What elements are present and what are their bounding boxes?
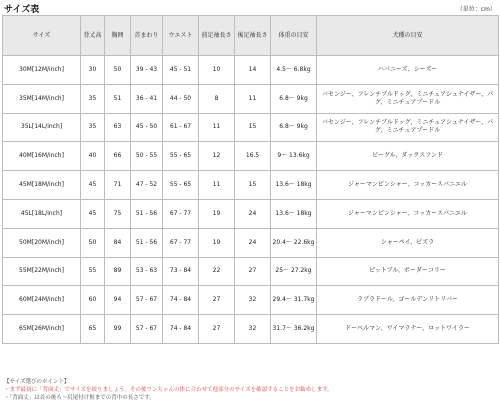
rear-leg-cell: 24 — [235, 228, 271, 257]
breed-cell: ビーグル、ダックスフンド — [317, 142, 499, 171]
neck-cell: 53 - 63 — [131, 257, 163, 286]
breed-cell: ジャーマンピンシャー、コッカースパニエル — [317, 199, 499, 228]
size-cell: 35L[14L/inch] — [3, 113, 81, 142]
back-cell: 45 — [81, 171, 105, 200]
front-leg-cell: 19 — [199, 228, 235, 257]
back-cell: 30 — [81, 56, 105, 85]
rear-leg-cell: 15 — [235, 113, 271, 142]
weight-cell: 9〜 13.6kg — [271, 142, 317, 171]
waist-cell: 45 - 51 — [163, 56, 199, 85]
table-row — [3, 56, 499, 85]
size-notes — [4, 378, 333, 402]
table-row — [3, 84, 499, 113]
back-cell: 50 — [81, 228, 105, 257]
breed-cell: ジャーマンピンシャー、コッカースパニエル — [317, 171, 499, 200]
rear-leg-cell: 32 — [235, 315, 271, 344]
size-table — [2, 15, 499, 344]
neck-cell: 51 - 56 — [131, 199, 163, 228]
breed-cell: ラブラドール、ゴールデンリトリバー — [317, 286, 499, 315]
header-chest: 胸囲 — [105, 16, 131, 56]
size-cell: 35M[14M/inch] — [3, 84, 81, 113]
front-leg-cell: 11 — [199, 171, 235, 200]
front-leg-cell: 10 — [199, 56, 235, 85]
header-front-leg: 前足袖長さ — [199, 16, 235, 56]
size-cell: 30M[12M/inch] — [3, 56, 81, 85]
waist-cell: 74 - 84 — [163, 286, 199, 315]
table-row — [3, 113, 499, 142]
waist-cell: 73 - 84 — [163, 257, 199, 286]
waist-cell: 67 - 77 — [163, 228, 199, 257]
chest-cell: 63 — [105, 113, 131, 142]
rear-leg-cell: 24 — [235, 199, 271, 228]
header-size: サイズ — [3, 16, 81, 56]
header-weight: 体重の目安 — [271, 16, 317, 56]
chest-cell: 99 — [105, 315, 131, 344]
header-row — [3, 16, 499, 56]
neck-cell: 45 - 50 — [131, 113, 163, 142]
chest-cell: 84 — [105, 228, 131, 257]
size-cell: 45L[18L/inch] — [3, 199, 81, 228]
waist-cell: 44 - 50 — [163, 84, 199, 113]
table-row — [3, 199, 499, 228]
header-back-length: 背丈高 — [81, 16, 105, 56]
breed-cell: ピットブル、ボーダーコリー — [317, 257, 499, 286]
breed-cell: ドーベルマン、ワイマラナー、ロットワイラー — [317, 315, 499, 344]
header-neck: 首まわり — [131, 16, 163, 56]
header-waist: ウエスト — [163, 16, 199, 56]
chest-cell: 50 — [105, 56, 131, 85]
weight-cell: 31.7〜 36.2kg — [271, 315, 317, 344]
waist-cell: 74 - 84 — [163, 315, 199, 344]
table-row — [3, 257, 499, 286]
table-row — [3, 171, 499, 200]
neck-cell: 51 - 56 — [131, 228, 163, 257]
neck-cell: 36 - 41 — [131, 84, 163, 113]
rear-leg-cell: 14 — [235, 56, 271, 85]
breed-cell: シャーペイ、ビズラ — [317, 228, 499, 257]
chest-cell: 89 — [105, 257, 131, 286]
table-row — [3, 315, 499, 344]
waist-cell: 55 - 65 — [163, 142, 199, 171]
back-cell: 45 — [81, 199, 105, 228]
size-cell: 65M[26M/inch] — [3, 315, 81, 344]
chest-cell: 71 — [105, 171, 131, 200]
back-cell: 40 — [81, 142, 105, 171]
header-breed: 犬種の目安 — [317, 16, 499, 56]
front-leg-cell: 19 — [199, 199, 235, 228]
waist-cell: 67 - 77 — [163, 199, 199, 228]
neck-cell: 57 - 67 — [131, 315, 163, 344]
chest-cell: 75 — [105, 199, 131, 228]
front-leg-cell: 12 — [199, 142, 235, 171]
page-title: サイズ表 — [4, 5, 40, 15]
weight-cell: 25〜 27.2kg — [271, 257, 317, 286]
weight-cell: 13.6〜 18kg — [271, 171, 317, 200]
back-cell: 65 — [81, 315, 105, 344]
chest-cell: 94 — [105, 286, 131, 315]
rear-leg-cell: 32 — [235, 286, 271, 315]
size-cell: 60M[24M/inch] — [3, 286, 81, 315]
breed-cell: バセンジー、フレンチブルドッグ、ミニチュアシュナイザー、パグ、ミニチュアプードル — [317, 113, 499, 142]
rear-leg-cell: 15 — [235, 171, 271, 200]
weight-cell: 4.5〜 6.8kg — [271, 56, 317, 85]
waist-cell: 61 - 67 — [163, 113, 199, 142]
rear-leg-cell: 27 — [235, 257, 271, 286]
back-cell: 55 — [81, 257, 105, 286]
back-cell: 60 — [81, 286, 105, 315]
back-cell: 35 — [81, 113, 105, 142]
table-row — [3, 228, 499, 257]
rear-leg-cell: 16.5 — [235, 142, 271, 171]
rear-leg-cell: 11 — [235, 84, 271, 113]
chest-cell: 66 — [105, 142, 131, 171]
front-leg-cell: 22 — [199, 257, 235, 286]
breed-cell: バセンジー、フレンチブルドッグ、ミニチュアシュナイザー、パグ、ミニチュアプードル — [317, 84, 499, 113]
size-cell: 55M[22M/inch] — [3, 257, 81, 286]
back-cell: 35 — [81, 84, 105, 113]
weight-cell: 6.8〜 9kg — [271, 113, 317, 142]
waist-cell: 55 - 65 — [163, 171, 199, 200]
neck-cell: 47 - 52 — [131, 171, 163, 200]
weight-cell: 29.4〜 31.7kg — [271, 286, 317, 315]
front-leg-cell: 27 — [199, 315, 235, 344]
front-leg-cell: 27 — [199, 286, 235, 315]
front-leg-cell: 11 — [199, 113, 235, 142]
notes-heading: 【サイズ選びのポイント】 — [4, 379, 70, 385]
weight-cell: 6.8〜 9kg — [271, 84, 317, 113]
table-row — [3, 286, 499, 315]
unit-label: （単位：cm） — [456, 6, 496, 13]
notes-line-2: ・「背面丈」は首の後ろ〜尻尾付け根までの背中の長さです。 — [4, 395, 155, 401]
header-rear-leg: 後足袖長さ — [235, 16, 271, 56]
neck-cell: 57 - 67 — [131, 286, 163, 315]
size-cell: 40M[16M/inch] — [3, 142, 81, 171]
size-cell: 50M[20M/inch] — [3, 228, 81, 257]
size-cell: 45M[18M/inch] — [3, 171, 81, 200]
front-leg-cell: 8 — [199, 84, 235, 113]
neck-cell: 50 - 55 — [131, 142, 163, 171]
weight-cell: 20.4〜 22.6kg — [271, 228, 317, 257]
chest-cell: 51 — [105, 84, 131, 113]
table-row — [3, 142, 499, 171]
weight-cell: 13.6〜 18kg — [271, 199, 317, 228]
notes-line-1: ・まず最初に「背面丈」でサイズを絞りましょう。その後ワンちゃんの体に合わせて他部分のサイズを確認することをお勧めします。 — [4, 387, 333, 393]
neck-cell: 39 - 43 — [131, 56, 163, 85]
breed-cell: ハバニーズ、シーズー — [317, 56, 499, 85]
